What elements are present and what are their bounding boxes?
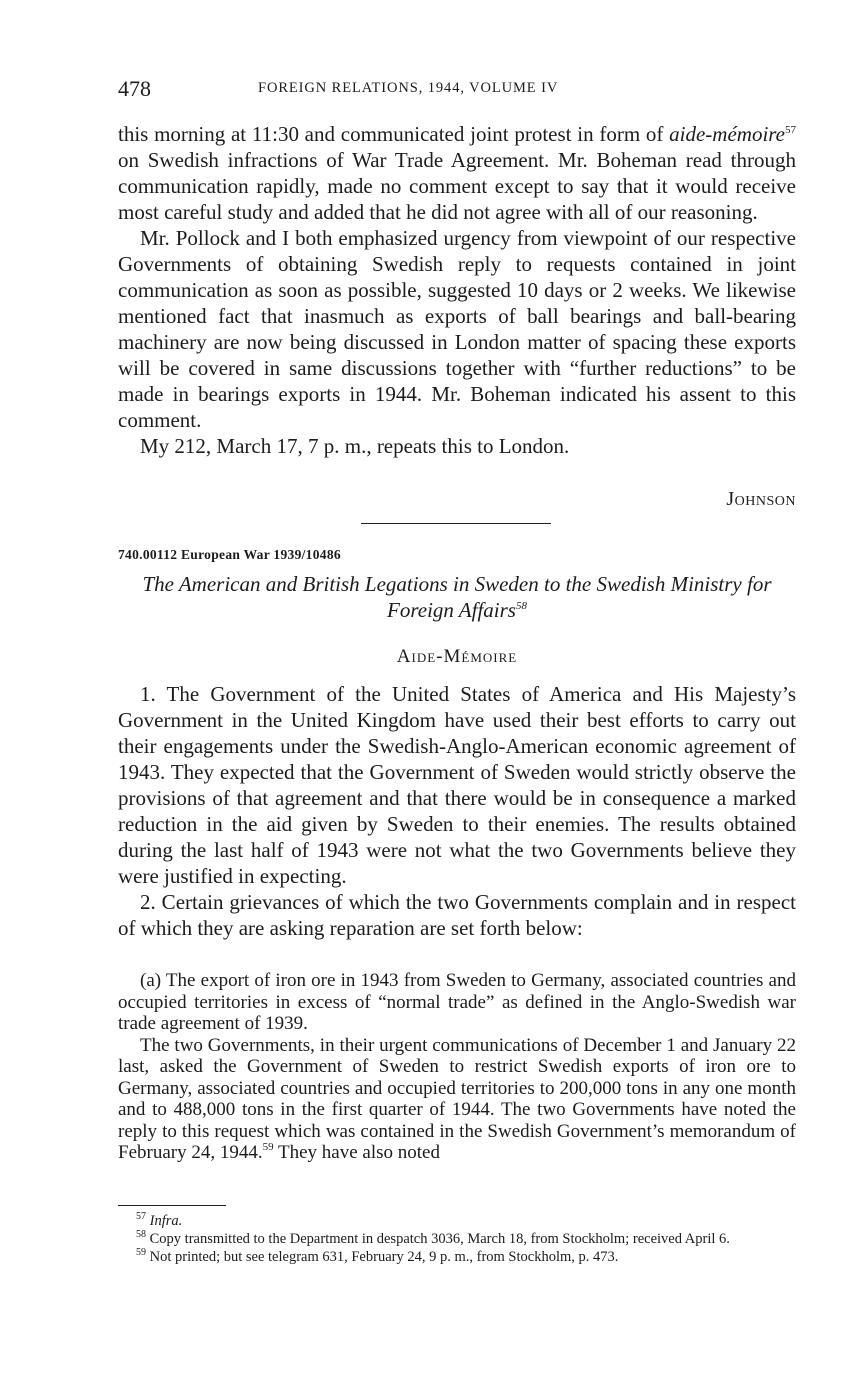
aide-memoire-italic: aide-mémoire xyxy=(669,122,786,146)
footnote-58-text: Copy transmitted to the Department in despatch 3036, March 18, from Stockholm; received April 6. xyxy=(149,1231,730,1247)
signature: Johnson xyxy=(726,488,796,510)
footnote-59-text: Not printed; but see telegram 631, February 24, 9 p. m., from Stockholm, p. 473. xyxy=(149,1249,619,1265)
item-a-followup-paragraph xyxy=(118,1035,796,1164)
footnote-ref-58: 58 xyxy=(515,600,527,612)
footnote-59-number: 59 xyxy=(136,1247,146,1259)
footnote-57-number: 57 xyxy=(136,1211,146,1223)
memo-paragraph-2: 2. Certain grievances of which the two Governments complain and in respect of which they are asking reparation are set forth below: xyxy=(118,890,796,940)
footnote-58-number: 58 xyxy=(136,1229,146,1241)
footnote-ref-59: 59 xyxy=(262,1141,274,1153)
item-a-followup-end: They have also noted xyxy=(273,1142,440,1163)
running-title: FOREIGN RELATIONS, 1944, VOLUME IV xyxy=(258,80,559,96)
item-a-label: (a) xyxy=(140,970,162,991)
memo-item-a xyxy=(118,970,796,1164)
footnote-divider xyxy=(118,1205,226,1206)
item-a-text: The export of iron ore in 1943 from Sweden to Germany, associated countries and occupied territories in excess of “normal trade” as defined in the Anglo-Swedish war trade agreement of 1939. xyxy=(118,970,796,1034)
memo-heading: Aide-Mémoire xyxy=(396,646,518,667)
footnote-57 xyxy=(118,1212,796,1230)
file-number: 740.00112 European War 1939/10486 xyxy=(118,547,341,562)
document-title xyxy=(118,571,796,623)
running-head xyxy=(118,76,798,106)
footnote-59 xyxy=(118,1248,796,1266)
telegram-paragraph-1-text: this morning at 11:30 and communicated joint protest in form of xyxy=(118,122,664,146)
telegram-paragraph-1-rest: on Swedish infractions of War Trade Agreement. Mr. Boheman read through communication rapidly, made no comment except to say that it would receive most careful study and added that he did not agree with all of our reasoning. xyxy=(118,148,796,224)
footnote-ref-57: 57 xyxy=(785,124,797,136)
item-a-paragraph xyxy=(118,970,796,1035)
footnote-57-text: Infra. xyxy=(149,1213,183,1229)
footnotes xyxy=(118,1212,796,1266)
telegram-paragraph-3: My 212, March 17, 7 p. m., repeats this to London. xyxy=(140,434,570,458)
document-title-text: The American and British Legations in Sweden to the Swedish Ministry for Foreign Affairs xyxy=(142,572,772,622)
page-number: 478 xyxy=(118,76,151,101)
section-divider xyxy=(361,523,551,524)
memo-paragraph-1: 1. The Government of the United States of America and His Majesty’s Government in the United Kingdom have used their best efforts to carry out their engagements under the Swedish-Anglo-American economic agreement of 1943. They expected that the Government of Sweden would strictly observe the provisions of that agreement and that there would be in consequence a marked reduction in the aid given by Sweden to their enemies. The results obtained during the last half of 1943 were not what the two Governments believe they were justified in expecting. xyxy=(118,682,796,888)
telegram-body xyxy=(118,121,796,459)
footnote-58 xyxy=(118,1230,796,1248)
memo-body xyxy=(118,681,796,941)
telegram-paragraph-2: Mr. Pollock and I both emphasized urgency from viewpoint of our respective Governments of obtaining Swedish reply to requests contained in joint communication as soon as possible, suggested 10 days or 2 weeks. We likewise mentioned fact that inasmuch as exports of ball bearings and ball-bearing machinery are now being discussed in London matter of spacing these exports will be covered in same discussions together with “further reductions” to be made in bearings exports in 1944. Mr. Boheman indicated his assent to this comment. xyxy=(118,226,796,432)
item-a-followup-text: The two Governments, in their urgent communications of December 1 and January 22 last, asked the Government of Sweden to restrict Swedish exports of iron ore to Germany, associated countries and occupied territories to 200,000 tons in any one month and to 488,000 tons in the first quarter of 1944. The two Governments have noted the reply to this request which was contained in the Swedish Government’s memorandum of February 24, 1944. xyxy=(118,1034,796,1163)
telegram-paragraph-1 xyxy=(118,121,796,225)
